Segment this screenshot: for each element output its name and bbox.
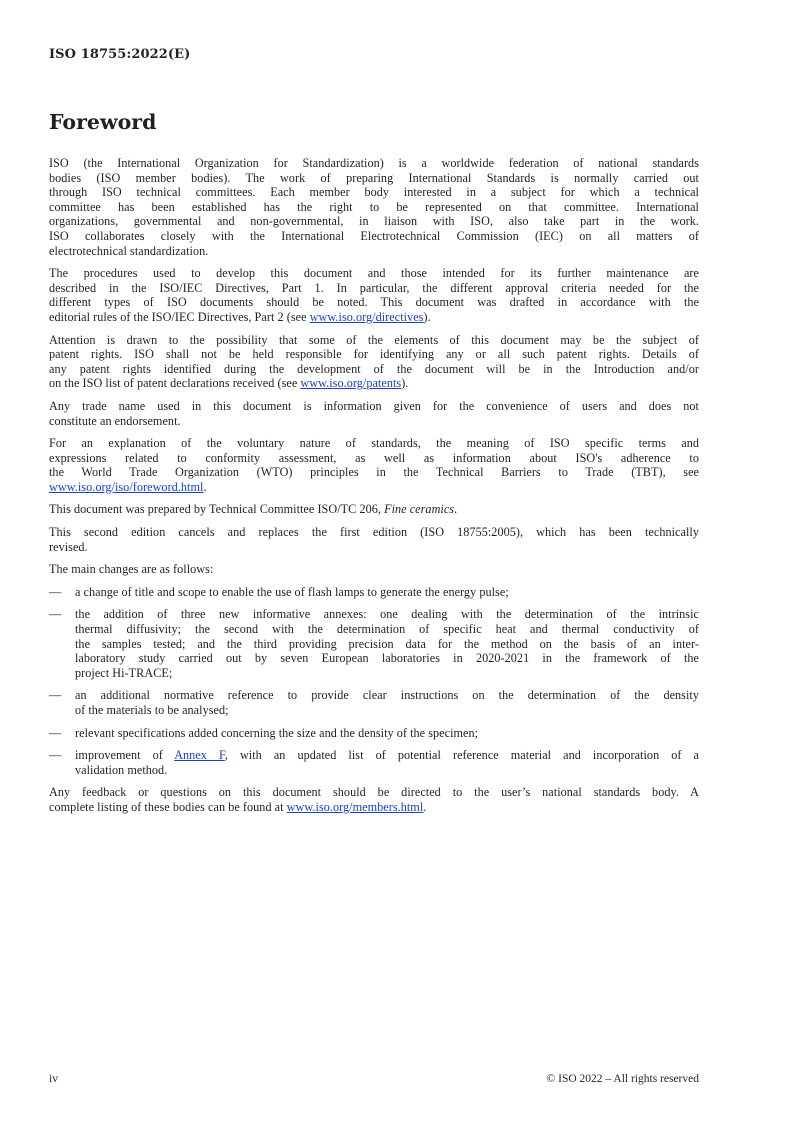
text-line <box>49 480 699 495</box>
dash-bullet: — <box>49 607 62 622</box>
paragraph-voluntary-nature <box>49 436 699 494</box>
text-line: patent rights. ISO shall not be held responsible for identifying any or all such patent rights. Details of <box>49 347 699 362</box>
text-line: the addition of three new informative annexes: one dealing with the determination of the intrinsic <box>75 607 699 622</box>
text-line: the World Trade Organization (WTO) principles in the Technical Barriers to Trade (TBT), see <box>49 465 699 480</box>
text-line: Any feedback or questions on this document should be directed to the user’s national standards body. A <box>49 785 699 800</box>
text-line: ISO collaborates closely with the International Electrotechnical Commission (IEC) on all matters of <box>49 228 699 243</box>
foreword-link[interactable]: www.iso.org/iso/foreword.html <box>49 479 204 494</box>
text-line <box>49 310 699 325</box>
text-line: Any trade name used in this document is information given for the convenience of users and does not <box>49 398 699 413</box>
text-line: revised. <box>49 539 88 554</box>
text-line <box>49 376 699 391</box>
text-line: described in the ISO/IEC Directives, Part 1. In particular, the different approval criteria needed for the <box>49 280 699 295</box>
text-line: The procedures used to develop this document and those intended for its further maintenance are <box>49 266 699 281</box>
text-line: validation method. <box>75 762 168 777</box>
paragraph-feedback <box>49 785 699 814</box>
list-item <box>49 726 699 741</box>
foreword-body <box>49 156 699 823</box>
text-fragment: . <box>203 479 207 494</box>
annex-f-link[interactable]: Annex F <box>174 748 225 763</box>
text-line: electrotechnical standardization. <box>49 243 209 258</box>
dash-bullet: — <box>49 584 62 599</box>
text-line: different types of ISO documents should be noted. This document was drafted in accordance with the <box>49 295 699 310</box>
text-fragment: , with an updated list of potential reference material and incorporation of a <box>224 748 699 763</box>
document-id: ISO 18755:2022(E) <box>49 47 191 62</box>
text-line: constitute an endorsement. <box>49 413 181 428</box>
text-line: committee has been established has the right to be represented on that committee. International <box>49 199 699 214</box>
text-line: a change of title and scope to enable the use of flash lamps to generate the energy pulse; <box>75 584 509 599</box>
text-line: organizations, governmental and non-governmental, in liaison with ISO, also take part in the work. <box>49 214 699 229</box>
text-line: Attention is drawn to the possibility that some of the elements of this document may be the subject of <box>49 332 699 347</box>
paragraph-main-changes-intro <box>49 562 699 577</box>
text-fragment: This document was prepared by Technical Committee ISO/TC 206, <box>49 502 385 517</box>
text-line: This second edition cancels and replaces the first edition (ISO 18755:2005), which has been technically <box>49 525 699 540</box>
text-line: laboratory study carried out by seven European laboratories in 2020-2021 in the framework of the <box>75 651 699 666</box>
text-fragment: . <box>454 502 458 517</box>
text-fragment: editorial rules of the ISO/IEC Directives, Part 2 (see <box>49 309 310 324</box>
text-fragment: ). <box>401 376 409 391</box>
paragraph-edition <box>49 525 699 554</box>
copyright-notice: © ISO 2022 – All rights reserved <box>546 1073 699 1085</box>
list-item <box>49 748 699 777</box>
text-line: The main changes are as follows: <box>49 562 214 577</box>
page-footer <box>49 1073 699 1085</box>
text-fragment: ). <box>423 309 431 324</box>
list-item <box>49 607 699 680</box>
page-title: Foreword <box>49 110 157 134</box>
text-line: project Hi-TRACE; <box>75 665 173 680</box>
changes-list <box>49 585 699 778</box>
text-line <box>75 748 699 763</box>
paragraph-patents <box>49 333 699 391</box>
text-line: of the materials to be analysed; <box>75 703 229 717</box>
dash-bullet: — <box>49 748 62 763</box>
text-line: the samples tested; and the third providing precision data for the method on the basis of an inter- <box>75 636 699 651</box>
dash-bullet: — <box>49 688 62 703</box>
committee-name: Fine ceramics <box>384 502 455 517</box>
text-line <box>49 800 699 815</box>
text-line: relevant specifications added concerning the size and the density of the specimen; <box>75 725 479 740</box>
text-fragment: improvement of <box>75 748 175 763</box>
text-line <box>49 502 699 517</box>
text-line: bodies (ISO member bodies). The work of preparing International Standards is normally carried out <box>49 170 699 185</box>
paragraph-trade-name <box>49 399 699 428</box>
text-fragment: on the ISO list of patent declarations received (see <box>49 376 301 391</box>
patents-link[interactable]: www.iso.org/patents <box>300 376 402 391</box>
directives-link[interactable]: www.iso.org/directives <box>309 309 424 324</box>
dash-bullet: — <box>49 725 62 740</box>
paragraph-iso-intro <box>49 156 699 258</box>
text-line: expressions related to conformity assessment, as well as information about ISO's adherence to <box>49 450 699 465</box>
paragraph-procedures <box>49 266 699 324</box>
text-line: any patent rights identified during the development of the document will be in the Introduction and/or <box>49 361 699 376</box>
members-link[interactable]: www.iso.org/members.html <box>286 799 424 814</box>
text-fragment: complete listing of these bodies can be found at <box>49 799 287 814</box>
page-number: iv <box>49 1073 58 1085</box>
text-line: ISO (the International Organization for Standardization) is a worldwide federation of national standards <box>49 156 699 170</box>
list-item <box>49 688 699 717</box>
text-line: thermal diffusivity; the second with the determination of specific heat and thermal conductivity of <box>75 622 699 637</box>
text-line: through ISO technical committees. Each member body interested in a subject for which a technical <box>49 185 699 200</box>
paragraph-committee <box>49 502 699 517</box>
text-line: an additional normative reference to provide clear instructions on the determination of the density <box>75 688 699 703</box>
text-fragment: . <box>423 799 427 814</box>
list-item <box>49 585 699 600</box>
text-line: For an explanation of the voluntary nature of standards, the meaning of ISO specific terms and <box>49 436 699 451</box>
